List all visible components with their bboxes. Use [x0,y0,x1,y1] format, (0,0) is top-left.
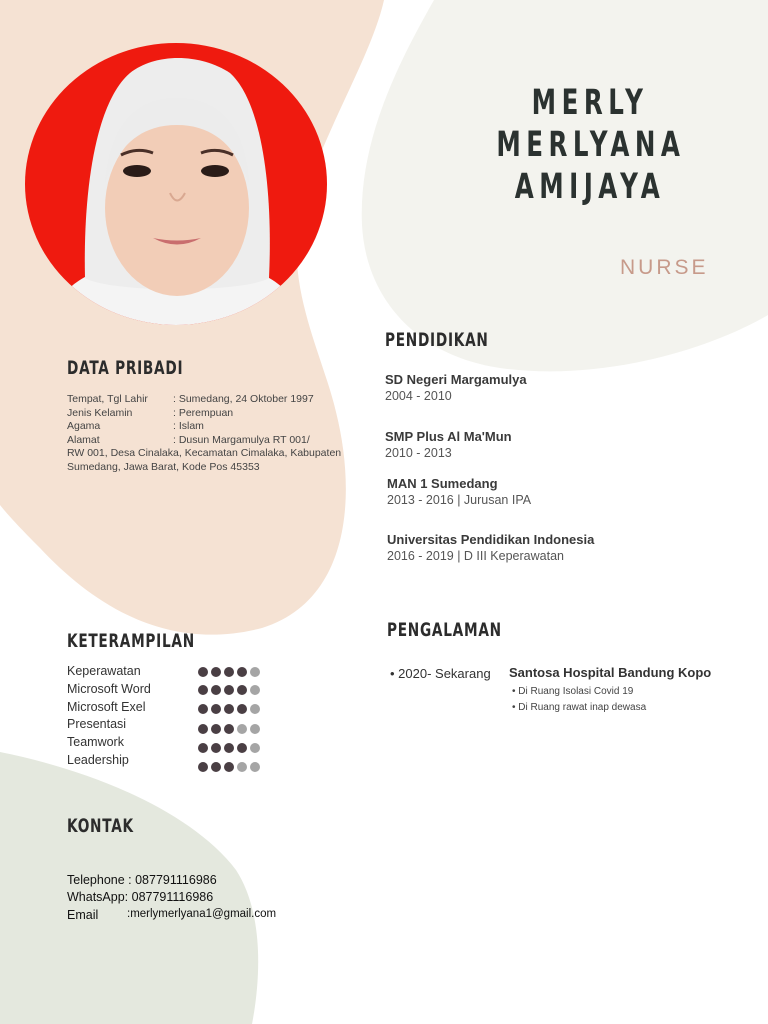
bullet: • [390,666,399,681]
personal-row [67,407,342,421]
skill-dot-filled [224,685,234,695]
skill-dot-empty [250,762,260,772]
experience-heading: PENGALAMAN [387,619,502,641]
experience-period: 2020- Sekarang [398,666,491,681]
skill-dot-filled [211,743,221,753]
skill-dot-filled [237,704,247,714]
personal-data-section [67,393,342,474]
skill-dot-filled [211,762,221,772]
school-years: 2016 - 2019 | D III Keperawatan [387,549,564,563]
education-item [385,372,527,405]
skill-dot-empty [237,724,247,734]
skill-rating [198,685,260,695]
skill-dot-filled [211,685,221,695]
name-line-1: MERLY [531,83,649,123]
skill-dot-filled [198,704,208,714]
school-name: SMP Plus Al Ma'Mun [385,429,512,444]
address-continuation: RW 001, Desa Cinalaka, Kecamatan Cimalaka, Kabupaten Sumedang, Jawa Barat, Kode Pos 45353 [67,447,342,473]
skill-dot-filled [224,704,234,714]
skill-rating [198,667,260,677]
skill-dot-empty [250,704,260,714]
skill-dot-filled [198,743,208,753]
experience-place: Santosa Hospital Bandung Kopo [509,665,712,680]
experience-detail [512,686,633,697]
skill-label: Teamwork [67,735,124,749]
school-years: 2010 - 2013 [385,446,452,460]
personal-data-heading: DATA PRIBADI [67,357,184,379]
personal-key: Tempat, Tgl Lahir [67,393,148,405]
skill-label: Microsoft Word [67,682,151,696]
skill-label: Leadership [67,753,129,767]
skill-dot-filled [224,743,234,753]
education-item [387,476,531,509]
school-years: 2013 - 2016 | Jurusan IPA [387,493,532,507]
skill-label: Presentasi [67,717,127,731]
skills-heading: KETERAMPILAN [67,630,195,652]
experience-detail [512,702,646,713]
personal-row [67,434,342,448]
skill-dot-filled [237,667,247,677]
job-title: NURSE [620,256,709,279]
skill-dot-empty [250,667,260,677]
skill-rating [198,743,260,753]
skill-rating [198,724,260,734]
school-name: Universitas Pendidikan Indonesia [387,532,595,547]
skill-dot-filled [224,667,234,677]
personal-value: : Sumedang, 24 Oktober 1997 [173,393,314,405]
education-item [387,532,594,565]
experience-entry [390,666,491,681]
name-line-3: AMIJAYA [514,167,666,207]
full-name [470,82,710,208]
education-item [385,429,512,462]
skill-dot-filled [224,724,234,734]
contact-email-label: Email [67,908,99,922]
skill-dot-filled [198,685,208,695]
personal-value: : Dusun Margamulya RT 001/ [173,433,310,446]
school-years: 2004 - 2010 [385,389,452,403]
skill-dot-filled [211,704,221,714]
skill-dot-empty [250,724,260,734]
skill-dot-filled [237,685,247,695]
personal-row [67,393,342,407]
name-line-2: MERLYANA [496,125,686,165]
school-name: MAN 1 Sumedang [387,476,498,491]
profile-photo [25,43,327,325]
skill-dot-filled [198,762,208,772]
sage-blob [0,752,258,1024]
experience-detail-text: Di Ruang rawat inap dewasa [518,702,647,713]
school-name: SD Negeri Margamulya [385,372,527,387]
skill-dot-empty [237,762,247,772]
contact-telephone: Telephone : 087791116986 [67,873,217,887]
skill-dot-filled [211,667,221,677]
bullet: • [512,686,519,697]
skill-dot-filled [198,667,208,677]
bullet: • [512,702,519,713]
personal-value: : Perempuan [173,406,234,419]
skill-label: Microsoft Exel [67,700,146,714]
personal-value: : Islam [173,420,204,432]
skill-rating [198,762,260,772]
skill-dot-empty [250,685,260,695]
skill-dot-filled [211,724,221,734]
personal-key: Agama [67,420,101,432]
skill-dot-empty [250,743,260,753]
personal-key: Alamat [67,433,100,446]
contact-heading: KONTAK [67,815,134,837]
contact-whatsapp: WhatsApp: 087791116986 [67,890,214,904]
skill-label: Keperawatan [67,664,141,678]
skill-rating [198,704,260,714]
skill-dot-filled [198,724,208,734]
personal-key: Jenis Kelamin [67,406,133,419]
experience-detail-text: Di Ruang Isolasi Covid 19 [518,686,634,697]
skill-dot-filled [224,762,234,772]
personal-row [67,420,342,434]
contact-email[interactable]: :merlymerlyana1@gmail.com [127,908,277,920]
education-heading: PENDIDIKAN [385,329,489,351]
skill-dot-filled [237,743,247,753]
